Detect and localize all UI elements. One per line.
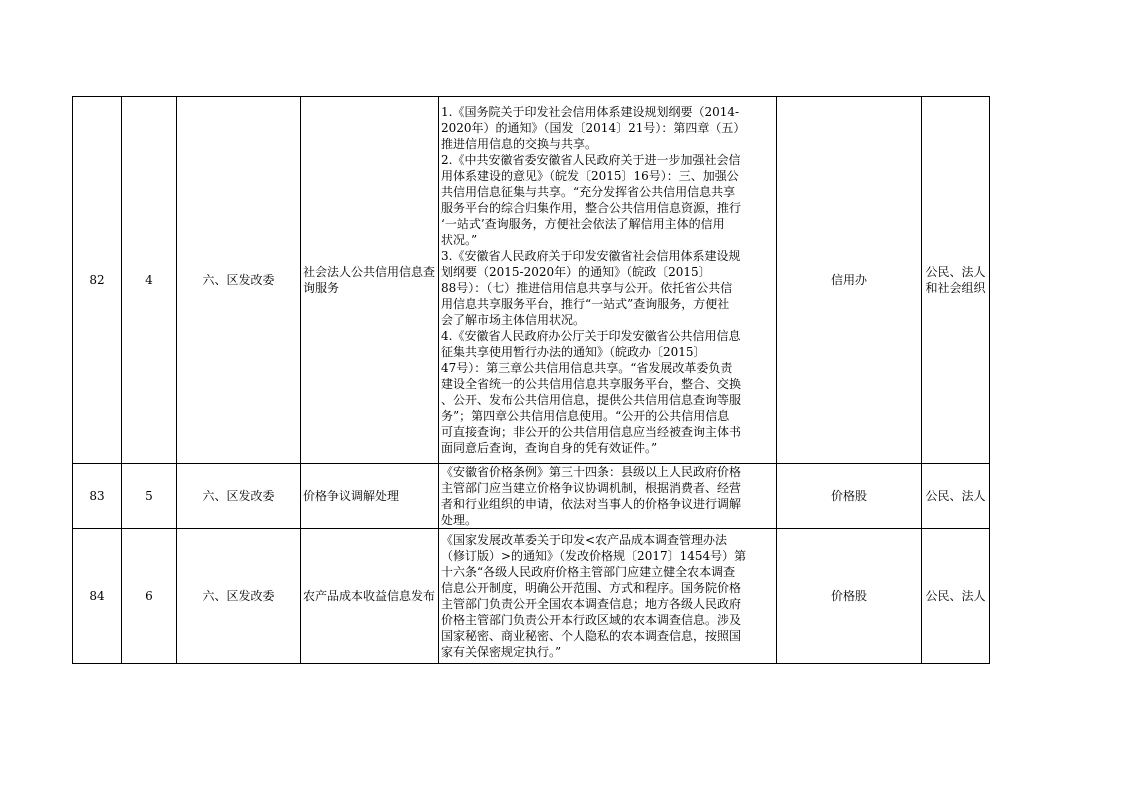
legal-basis: [439, 464, 777, 529]
legal-basis-line: 价格主管部门负责公开本行政区域的农本调查信息。涉及: [441, 613, 742, 627]
legal-basis-line: 征集共享使用暂行办法的通知》（皖政办〔2015〕: [441, 345, 706, 359]
service-target: 公民、法人: [922, 464, 990, 529]
legal-basis-line: 服务平台的综合归集作用，整合公共信用信息资源，推行: [441, 201, 742, 215]
department: 六、区发改委: [177, 97, 301, 464]
serial-number: 83: [73, 464, 122, 529]
legal-basis-line: 可直接查询；非公开的公共信用信息应当经被查询主体书: [441, 425, 742, 439]
legal-basis-line: 共信用信息征集与共享。“充分发挥省公共信用信息共享: [441, 185, 736, 199]
sub-index: 5: [122, 464, 177, 529]
legal-basis-line: 2.《中共安徽省委安徽省人民政府关于进一步加强社会信: [441, 153, 741, 167]
legal-basis-line: 处理。: [441, 513, 478, 527]
legal-basis-line: 47号）：第三章公共信用信息共享。“省发展改革委负责: [441, 361, 733, 375]
item-name: 价格争议调解处理: [301, 464, 439, 529]
legal-basis-line: 、公开、发布公共信用信息，提供公共信用信息查询等服: [441, 393, 742, 407]
legal-basis-line: 《国家发展改革委关于印发<农产品成本调查管理办法: [441, 533, 728, 547]
department: 六、区发改委: [177, 529, 301, 664]
legal-basis-line: 划纲要（2015-2020年）的通知》（皖政〔2015〕: [441, 265, 711, 279]
legal-basis-line: 建设全省统一的公共信用信息共享服务平台，整合、交换: [441, 377, 742, 391]
table-row: [73, 97, 990, 464]
responsible-unit: 价格股: [777, 464, 922, 529]
sub-index: 6: [122, 529, 177, 664]
table-row: [73, 464, 990, 529]
sub-index: 4: [122, 97, 177, 464]
legal-basis-line: 《安徽省价格条例》第三十四条：县级以上人民政府价格: [441, 465, 742, 479]
legal-basis-line: 十六条“各级人民政府价格主管部门应建立健全农本调查: [441, 565, 736, 579]
legal-basis-line: 状况。”: [441, 233, 478, 247]
responsible-unit: 价格股: [777, 529, 922, 664]
service-target: 公民、法人: [922, 529, 990, 664]
legal-basis-line: 面同意后查询，查询自身的凭有效证件。”: [441, 441, 658, 455]
service-target: 公民、法人和社会组织: [922, 97, 990, 464]
service-items-table: [72, 96, 990, 664]
legal-basis-line: 1.《国务院关于印发社会信用体系建设规划纲要（2014-: [441, 105, 740, 119]
legal-basis-line: 4.《安徽省人民政府办公厅关于印发安徽省公共信用信息: [441, 329, 741, 343]
legal-basis-line: 推进信用信息的交换与共享。: [441, 137, 598, 151]
legal-basis-line: 2020年）的通知》（国发〔2014〕21号）：第四章（五）: [441, 121, 746, 135]
legal-basis-line: 3.《安徽省人民政府关于印发安徽省社会信用体系建设规: [441, 249, 741, 263]
legal-basis-line: 用信息共享服务平台，推行“一站式”查询服务，方便社: [441, 297, 730, 311]
legal-basis-line: 国家秘密、商业秘密、个人隐私的农本调查信息，按照国: [441, 629, 742, 643]
serial-number: 84: [73, 529, 122, 664]
legal-basis: [439, 529, 777, 664]
legal-basis-line: 者和行业组织的申请，依法对当事人的价格争议进行调解: [441, 497, 742, 511]
legal-basis-line: 主管部门应当建立价格争议协调机制，根据消费者、经营: [441, 481, 742, 495]
item-name: 农产品成本收益信息发布: [301, 529, 439, 664]
legal-basis-line: 信息公开制度，明确公开范围、方式和程序。国务院价格: [441, 581, 742, 595]
legal-basis-line: ‘一站式’查询服务，方便社会依法了解信用主体的信用: [441, 217, 725, 231]
legal-basis: [439, 97, 777, 464]
department: 六、区发改委: [177, 464, 301, 529]
legal-basis-line: 务”；第四章公共信用信息使用。“公开的公共信用信息: [441, 409, 730, 423]
responsible-unit: 信用办: [777, 97, 922, 464]
table-row: [73, 529, 990, 664]
legal-basis-line: （修订版）>的通知》（发改价格规〔2017〕1454号）第: [441, 549, 747, 563]
legal-basis-line: 用体系建设的意见》（皖发〔2015〕16号）：三、加强公: [441, 169, 739, 183]
legal-basis-line: 会了解市场主体信用状况。: [441, 313, 586, 327]
legal-basis-line: 主管部门负责公开全国农本调查信息；地方各级人民政府: [441, 597, 742, 611]
legal-basis-line: 88号）：（七）推进信用信息共享与公开。依托省公共信: [441, 281, 733, 295]
item-name: 社会法人公共信用信息查询服务: [301, 97, 439, 464]
serial-number: 82: [73, 97, 122, 464]
legal-basis-line: 家有关保密规定执行。”: [441, 645, 562, 659]
